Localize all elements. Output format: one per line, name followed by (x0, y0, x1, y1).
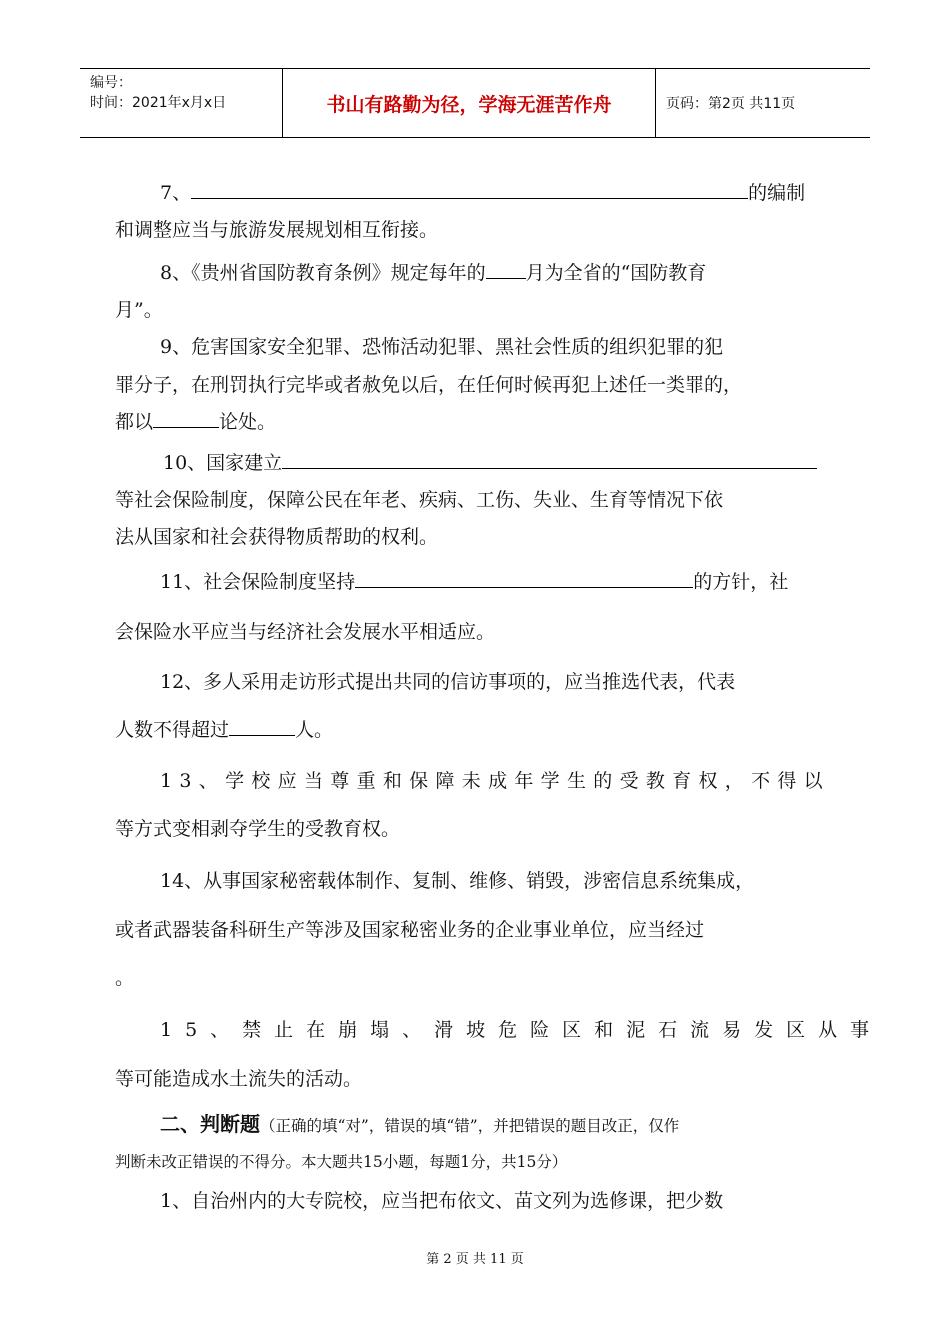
section2-note1: （正确的填“对”，错误的填“错”，并把错误的题目改正，仅作 (260, 1117, 680, 1135)
q7-line1 (160, 178, 805, 205)
q7-tail: 的编制 (748, 182, 806, 204)
q15-line2: 等可能造成水土流失的活动。 (115, 1068, 363, 1090)
q7-blank (191, 178, 748, 199)
q10-line1 (163, 448, 817, 475)
q12-line1: 12、多人采用走访形式提出共同的信访事项的，应当推选代表，代表 (160, 671, 736, 693)
q9-prefix: 都以 (115, 411, 154, 433)
q7-line2: 和调整应当与旅游发展规划相互衔接。 (115, 219, 439, 241)
q12-prefix: 人数不得超过 (115, 719, 230, 741)
q9-line1: 9、危害国家安全犯罪、恐怖活动犯罪、黑社会性质的组织犯罪的犯 (160, 336, 724, 358)
header-page-info: 页码：第2页 共11页 (666, 96, 796, 112)
section2-title: 二、判断题 (160, 1112, 260, 1136)
q10-prefix: 10、国家建立 (163, 452, 283, 474)
q9-blank (153, 407, 219, 428)
q10-line2: 等社会保险制度，保障公民在年老、疾病、工伤、失业、生育等情况下依 (115, 489, 724, 511)
q14-line1: 14、从事国家秘密载体制作、复制、维修、销毁，涉密信息系统集成， (160, 870, 755, 892)
q8-blank (486, 258, 526, 279)
q10-blank (282, 448, 817, 469)
header-meta (80, 69, 283, 137)
q12-suffix: 人。 (295, 719, 334, 741)
section2-note2: 判断未改正错误的不得分。本大题共15小题，每题1分，共15分） (115, 1153, 568, 1171)
q8-text: 8、《贵州省国防教育条例》规定每年的 (160, 262, 486, 284)
time-label: 时间：2021年x月x日 (90, 95, 227, 111)
q13-line1: 13、学校应当尊重和保障未成年学生的受教育权，不得以 (160, 770, 830, 792)
q12-blank (229, 715, 295, 736)
q8-tail: 月为全省的“国防教育 (525, 262, 707, 284)
q11-line1 (160, 567, 788, 594)
q14-line2: 或者武器装备科研生产等涉及国家秘密业务的企业事业单位，应当经过 (115, 919, 705, 941)
header-motto: 书山有路勤为径，学海无涯苦作舟 (283, 69, 656, 137)
q10-line3: 法从国家和社会获得物质帮助的权利。 (115, 526, 439, 548)
serial-label: 编号： (90, 75, 132, 91)
q11-prefix: 11、社会保险制度坚持 (160, 571, 356, 593)
q11-line2: 会保险水平应当与经济社会发展水平相适应。 (115, 621, 496, 643)
q9-line3 (115, 407, 276, 434)
q11-blank (355, 567, 693, 588)
q8-line2: 月”。 (115, 299, 163, 321)
q14-line3: 。 (115, 967, 135, 989)
q11-suffix: 的方针，社 (693, 571, 789, 593)
section2-heading-line (160, 1108, 679, 1137)
judge1-line1: 1、自治州内的大专院校，应当把布依文、苗文列为选修课，把少数 (160, 1190, 724, 1212)
q13-line2: 等方式变相剥夺学生的受教育权。 (115, 818, 401, 840)
page-footer: 第 2 页 共 11 页 (426, 1252, 524, 1267)
q12-line2 (115, 715, 333, 742)
page-header (80, 68, 870, 138)
q9-line2: 罪分子，在刑罚执行完毕或者赦免以后，在任何时候再犯上述任一类罪的， (115, 374, 743, 396)
q15-line1: 15、禁止在崩塌、滑坡危险区和泥石流易发区从事 (160, 1019, 883, 1041)
q7-number: 7、 (160, 182, 192, 204)
q8-line1 (160, 258, 706, 285)
q9-suffix: 论处。 (219, 411, 277, 433)
